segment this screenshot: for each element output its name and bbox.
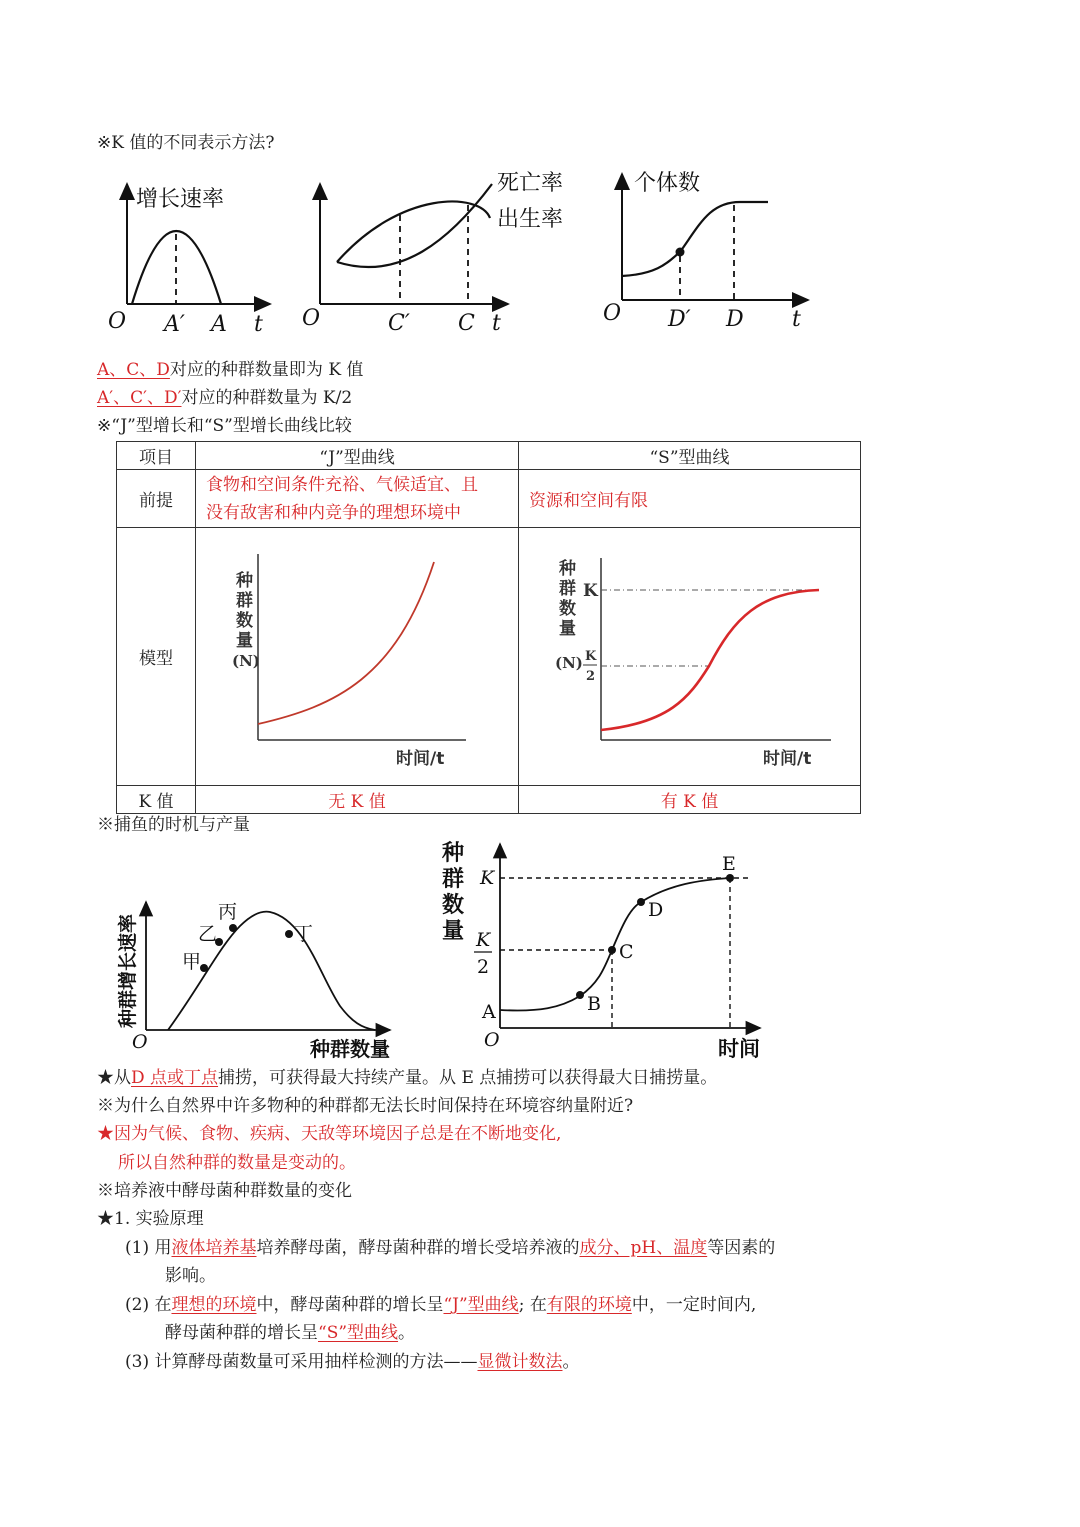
j-ylabel-char-1: 种 xyxy=(236,571,253,591)
number-ylabel-char-4: 量 xyxy=(442,918,465,944)
premise-label: 前提 xyxy=(117,470,196,528)
principle-3-line xyxy=(125,1351,579,1373)
individuals-chart xyxy=(603,171,808,332)
s-ylabel-char-3: 数 xyxy=(559,599,576,619)
individuals-ylabel: 个体数 xyxy=(634,171,701,196)
point-jia xyxy=(200,964,208,972)
yeast-title: ※培养液中酵母菌种群数量的变化 xyxy=(97,1181,352,1201)
principle-2-line-1 xyxy=(125,1294,756,1316)
fishing-rate-chart xyxy=(116,901,390,1061)
number-ylabel-char-3: 数 xyxy=(442,892,465,918)
birth-death-tick-c-prime: C′ xyxy=(388,311,410,336)
s-model-cell xyxy=(519,528,861,786)
point-bing xyxy=(229,924,237,932)
fishing-rate-origin: O xyxy=(132,1031,148,1053)
kvalue-text: 对应的种群数量即为 K 值 xyxy=(169,360,364,380)
individuals-origin: O xyxy=(603,301,622,326)
fishing-number-curve xyxy=(500,878,730,1010)
p2-d: 中，一定时间内, xyxy=(631,1295,757,1315)
p1-factors: 成分、pH、温度 xyxy=(579,1238,708,1258)
p1-liquid-medium: 液体培养基 xyxy=(171,1238,257,1258)
point-ding-label: 丁 xyxy=(294,923,314,945)
number-k-label: K xyxy=(480,867,495,889)
why-title: ※为什么自然界中许多物种的种群都无法长时间保持在环境容纳量附近? xyxy=(97,1096,634,1116)
model-label: 模型 xyxy=(117,528,196,786)
birth-death-chart xyxy=(302,171,563,336)
s-khalf-bottom: 2 xyxy=(586,669,596,684)
fishing-rate-xlabel: 种群数量 xyxy=(310,1037,390,1061)
growth-rate-xlabel: t xyxy=(254,312,263,337)
p3-a: (3) 计算酵母菌数量可采用抽样检测的方法—— xyxy=(125,1352,478,1372)
point-d-label: D xyxy=(648,899,664,921)
s-khalf-top: K xyxy=(585,649,597,664)
p2-f: 。 xyxy=(398,1323,416,1343)
fishing-title: ※捕鱼的时机与产量 xyxy=(97,815,250,835)
birth-death-xlabel: t xyxy=(492,311,501,336)
j-premise xyxy=(196,470,519,528)
principle-1-line-2: 影响。 xyxy=(165,1266,216,1286)
s-xlabel: 时间/t xyxy=(763,749,812,769)
birth-rate-curve xyxy=(337,201,490,262)
point-e xyxy=(726,874,734,882)
s-k-label: K xyxy=(583,581,598,601)
number-xlabel: 时间 xyxy=(718,1036,760,1061)
s-has-k: 有 K 值 xyxy=(519,786,861,814)
k-methods-title: ※K 值的不同表示方法? xyxy=(97,133,275,153)
individuals-inflection-dot xyxy=(676,248,685,257)
fishing-note xyxy=(97,1067,717,1089)
fishing-rate-ylabel: 种群增长速率 xyxy=(117,913,139,1028)
p2-a: (2) 在 xyxy=(125,1295,172,1315)
p2-b: 中，酵母菌种群的增长呈 xyxy=(256,1295,444,1315)
principle-title: ★1. 实验原理 xyxy=(97,1209,204,1229)
j-no-k: 无 K 值 xyxy=(196,786,519,814)
individuals-tick-d: D xyxy=(726,307,744,332)
point-b-label: B xyxy=(587,993,601,1015)
point-d xyxy=(637,898,645,906)
individuals-xlabel: t xyxy=(792,307,801,332)
j-premise-line-2: 没有敌害和种内竞争的理想环境中 xyxy=(206,502,461,523)
s-model-chart xyxy=(519,528,859,780)
point-c-label: C xyxy=(619,941,634,963)
js-comparison-table xyxy=(116,441,861,814)
number-ylabel-char-2: 群 xyxy=(442,866,465,892)
number-origin: O xyxy=(484,1029,500,1051)
birth-rate-label: 出生率 xyxy=(497,207,564,232)
point-ding xyxy=(285,930,293,938)
js-compare-title: ※“J”型增长和“S”型增长曲线比较 xyxy=(97,416,352,436)
table-model-row xyxy=(117,528,861,786)
j-curve-line xyxy=(258,562,434,724)
khalf-points: A′、C′、D′ xyxy=(97,388,182,408)
number-ylabel-char-1: 种 xyxy=(442,840,465,866)
table-premise-row xyxy=(117,470,861,528)
s-ylabel-char-2: 群 xyxy=(559,579,576,599)
j-xlabel: 时间/t xyxy=(396,749,445,769)
j-ylabel-char-2: 群 xyxy=(236,591,253,611)
growth-rate-origin: O xyxy=(108,309,127,334)
p2-ideal-env: 理想的环境 xyxy=(171,1295,257,1315)
p2-j-curve: “J”型曲线 xyxy=(443,1295,519,1315)
fishing-note-rest: 捕捞，可获得最大持续产量。从 E 点捕捞可以获得最大日捕捞量。 xyxy=(218,1068,718,1088)
kvalue-line xyxy=(97,359,363,381)
s-premise: 资源和空间有限 xyxy=(519,470,861,528)
khalf-line xyxy=(97,387,352,409)
fishing-number-chart xyxy=(441,840,760,1061)
j-ylabel-char-3: 数 xyxy=(236,611,253,631)
number-khalf-bottom: 2 xyxy=(477,956,490,978)
death-rate-label: 死亡率 xyxy=(497,171,564,196)
p2-s-curve: “S”型曲线 xyxy=(318,1323,399,1343)
k-methods-charts xyxy=(100,160,820,340)
why-answer-2: 所以自然种群的数量是变动的。 xyxy=(118,1153,356,1173)
point-jia-label: 甲 xyxy=(182,951,202,973)
j-ylabel-n: (N) xyxy=(232,652,260,670)
s-curve-line xyxy=(601,590,819,730)
individuals-tick-d-prime: D′ xyxy=(668,307,691,332)
khalf-text: 对应的种群数量为 K/2 xyxy=(181,388,353,408)
header-s-curve: “S”型曲线 xyxy=(519,442,861,470)
principle-2-line-2 xyxy=(165,1322,415,1344)
s-ylabel-n: (N) xyxy=(555,654,583,672)
why-answer-1: ★因为气候、食物、疾病、天敌等环境因子总是在不断地变化, xyxy=(97,1124,562,1144)
p2-c: ; 在 xyxy=(518,1295,547,1315)
p3-b: 。 xyxy=(562,1352,580,1372)
fishing-note-prefix: ★从 xyxy=(97,1068,131,1088)
p2-limited-env: 有限的环境 xyxy=(546,1295,632,1315)
j-premise-line-1: 食物和空间条件充裕、气候适宜、且 xyxy=(206,474,478,495)
p3-method: 显微计数法 xyxy=(477,1352,563,1372)
j-ylabel-char-4: 量 xyxy=(236,631,253,651)
header-j-curve: “J”型曲线 xyxy=(196,442,519,470)
fishing-note-red: D 点或丁点 xyxy=(131,1068,219,1088)
table-kvalue-row xyxy=(117,786,861,814)
individuals-curve xyxy=(622,202,768,276)
point-bing-label: 丙 xyxy=(218,901,238,923)
p1-b: 培养酵母菌，酵母菌种群的增长受培养液的 xyxy=(256,1238,580,1258)
kvalue-points: A、C、D xyxy=(97,360,170,380)
j-model-cell xyxy=(196,528,519,786)
fishing-charts xyxy=(100,836,800,1068)
header-item: 项目 xyxy=(117,442,196,470)
principle-1-line-1 xyxy=(125,1237,775,1259)
table-header-row xyxy=(117,442,861,470)
j-model-chart xyxy=(196,528,516,780)
growth-rate-tick-a-prime: A′ xyxy=(164,312,185,337)
s-ylabel-char-4: 量 xyxy=(559,619,576,639)
point-e-label: E xyxy=(722,853,736,875)
p2-e: 酵母菌种群的增长呈 xyxy=(165,1323,318,1343)
point-yi-label: 乙 xyxy=(198,923,218,945)
growth-rate-tick-a: A xyxy=(211,312,227,337)
growth-rate-chart xyxy=(108,184,270,337)
number-khalf-top: K xyxy=(476,929,491,951)
p1-a: (1) 用 xyxy=(125,1238,172,1258)
growth-rate-ylabel: 增长速率 xyxy=(136,187,225,212)
p1-c: 等因素的 xyxy=(707,1238,776,1258)
birth-death-tick-c: C xyxy=(458,311,475,336)
s-ylabel-char-1: 种 xyxy=(559,559,576,579)
point-a-label: A xyxy=(482,1001,496,1023)
point-c xyxy=(608,946,616,954)
point-b xyxy=(576,991,584,999)
birth-death-origin: O xyxy=(302,306,321,331)
kvalue-label: K 值 xyxy=(117,786,196,814)
